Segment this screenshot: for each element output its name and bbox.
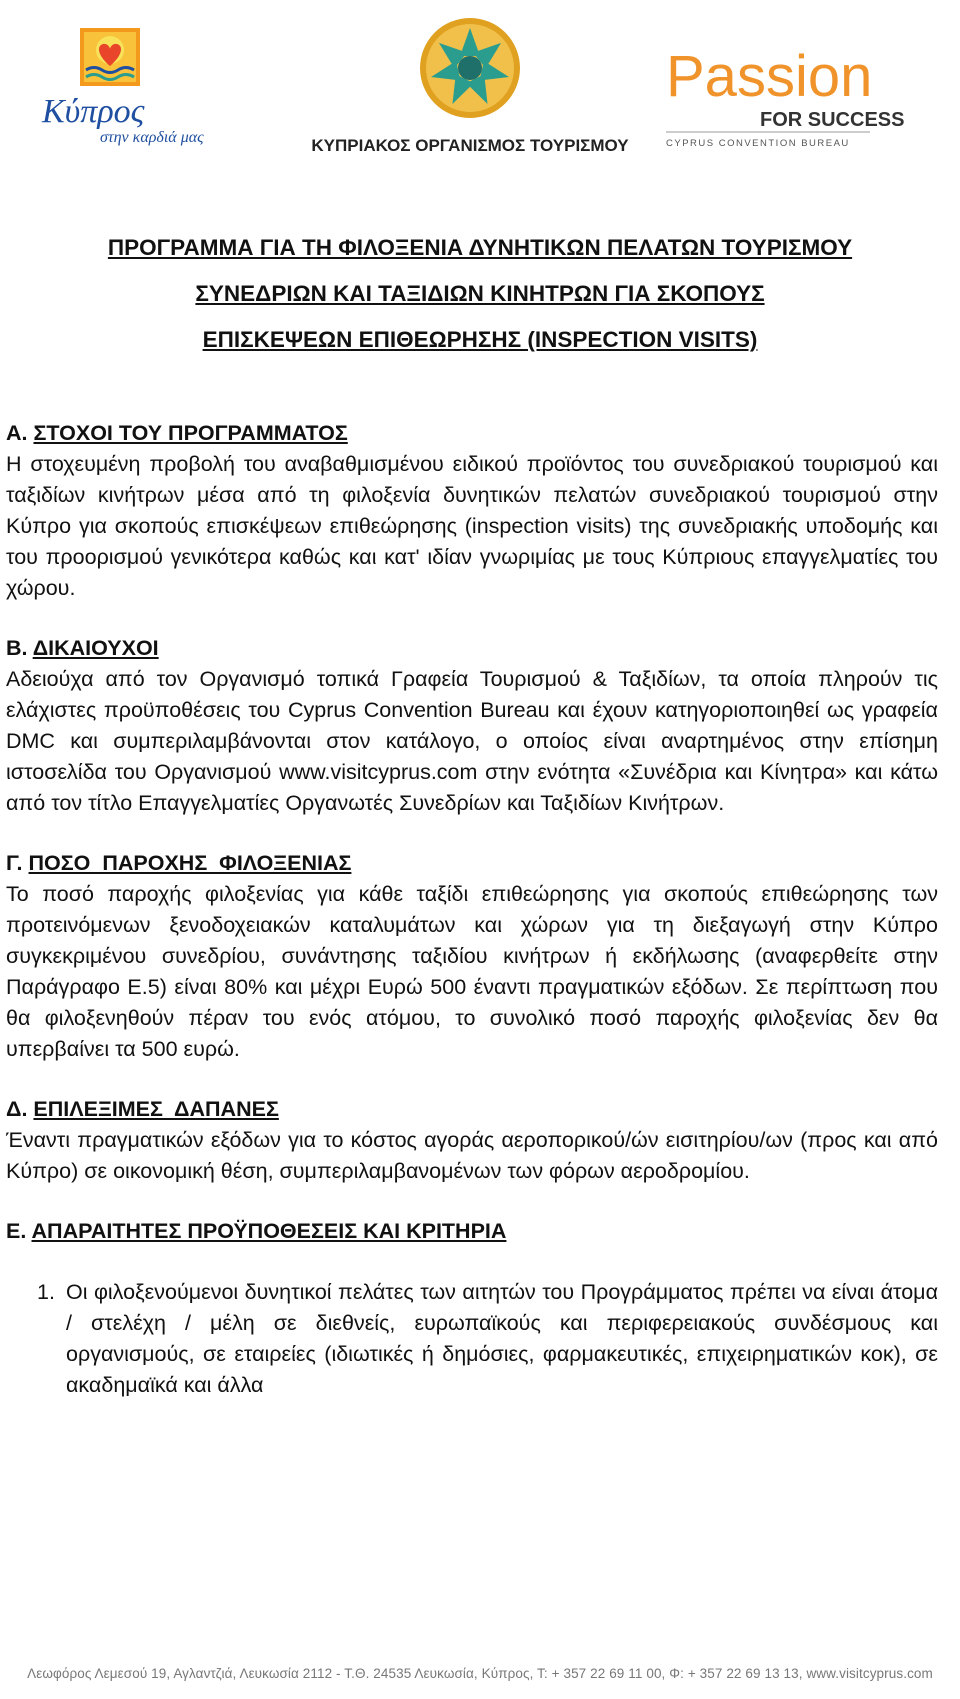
passion-word: Passion <box>666 44 873 109</box>
criteria-list <box>6 1277 938 1401</box>
section-e <box>6 1216 938 1401</box>
for-success-text: FOR SUCCESS <box>760 109 905 131</box>
section-heading <box>6 848 938 879</box>
cyprus-in-your-heart-logo <box>40 22 250 152</box>
section-heading <box>6 1216 938 1247</box>
section-letter: Δ. <box>6 1097 28 1121</box>
passion-for-success-logo <box>660 18 910 158</box>
header-logos <box>0 0 960 170</box>
logo-left-word: Κύπρος <box>42 93 145 130</box>
section-heading <box>6 1094 938 1125</box>
list-item <box>6 1277 938 1401</box>
section-letter: Γ. <box>6 851 23 875</box>
cto-name: ΚΥΠΡΙΑΚΟΣ ΟΡΓΑΝΙΣΜΟΣ ΤΟΥΡΙΣΜΟΥ <box>311 136 629 155</box>
section-text: Έναντι πραγματικών εξόδων για το κόστος αγοράς αεροπορικού/ών εισιτηρίου/ων (προς και από Κύπρο) σε οικονομική θέση, συμπεριλαμβανομένων των φόρων αεροδρομίου. <box>6 1128 938 1183</box>
section-letter: Α. <box>6 421 28 445</box>
list-item-text: Οι φιλοξενούμενοι δυνητικοί πελάτες των αιτητών του Προγράμματος πρέπει να είναι άτομα / στελέχη / μέλη σε διεθνείς, ευρωπαϊκούς και περιφερειακούς συνδέσμους και οργανισμούς, σε εταιρείες (ιδιωτικές ή δημόσιες, φαρμακευτικές, επιχειρηματικών κοκ), σε ακαδημαϊκά και άλλα <box>66 1280 938 1397</box>
document-title <box>0 225 960 363</box>
title-line: ΣΥΝΕΔΡΙΩΝ ΚΑΙ ΤΑΞΙΔΙΩΝ ΚΙΝΗΤΡΩΝ ΓΙΑ ΣΚΟΠΟΥΣ <box>195 281 765 306</box>
section-d <box>6 1094 938 1187</box>
document-body <box>6 418 938 1430</box>
section-c <box>6 848 938 1065</box>
section-title: ΣΤΟΧΟΙ ΤΟΥ ΠΡΟΓΡΑΜΜΑΤΟΣ <box>33 421 348 445</box>
cto-logo <box>300 8 640 168</box>
sun-heart-logo-icon <box>80 28 140 86</box>
cto-star-logo-icon <box>420 18 520 118</box>
section-title: ΕΠΙΛΕΞΙΜΕΣ ΔΑΠΑΝΕΣ <box>33 1097 279 1121</box>
section-b <box>6 633 938 819</box>
title-line: ΕΠΙΣΚΕΨΕΩΝ ΕΠΙΘΕΩΡΗΣΗΣ (INSPECTION VISITS) <box>202 327 758 352</box>
cyprus-convention-bureau-text: CYPRUS CONVENTION BUREAU <box>666 138 850 149</box>
footer-address: Λεωφόρος Λεμεσού 19, Αγλαντζιά, Λευκωσία 2112 - Τ.Θ. 24535 Λευκωσία, Κύπρος, Τ: + 357 22 69 11 00, Φ: + 357 22 69 13 13, www.visitcyprus.com <box>27 1666 933 1681</box>
title-line: ΠΡΟΓΡΑΜΜΑ ΓΙΑ ΤΗ ΦΙΛΟΞΕΝΙΑ ΔΥΝΗΤΙΚΩΝ ΠΕΛΑΤΩΝ ΤΟΥΡΙΣΜΟΥ <box>107 235 853 260</box>
section-letter: Ε. <box>6 1219 27 1243</box>
section-heading <box>6 418 938 449</box>
section-title: ΠΟΣΟ ΠΑΡΟΧΗΣ ΦΙΛΟΞΕΝΙΑΣ <box>28 851 352 875</box>
section-text: Το ποσό παροχής φιλοξενίας για κάθε ταξίδι επιθεώρησης για σκοπούς επιθεώρησης των προτεινόμενων ξενοδοχειακών καταλυμάτων και χώρων για τη διεξαγωγή στην Κύπρο συγκεκριμένου συνεδρίου, συνάντησης ταξιδίου κινήτρων ή εκδήλωσης (αναφερθείτε στην Παράγραφο Ε.5) είναι 80% και μέχρι Ευρώ 500 έναντι πραγματικών εξόδων. Σε περίπτωση που θα φιλοξενηθούν πέραν του ενός ατόμου, το συνολικό ποσό παροχής φιλοξενίας δεν θα υπερβαίνει τα 500 ευρώ. <box>6 882 938 1061</box>
section-a <box>6 418 938 604</box>
section-title: ΔΙΚΑΙΟΥΧΟΙ <box>32 636 159 660</box>
section-heading <box>6 633 938 664</box>
section-text: Αδειούχα από τον Οργανισμό τοπικά Γραφεία Τουρισμού & Ταξιδίων, τα οποία πληρούν τις ελάχιστες προϋποθέσεις του Cyprus Convention Bureau και έχουν κατηγοριοποιηθεί ως γραφεία DMC και συμπεριλαμβάνονται στον κατάλογο, ο οποίος είναι αναρτημένος στην επίσημη ιστοσελίδα του Οργανισμού www.visitcyprus.com στην ενότητα «Συνέδρια και Κίνητρα» και κάτω από τον τίτλο Επαγγελματίες Οργανωτές Συνεδρίων και Ταξιδίων Κινήτρων. <box>6 667 938 815</box>
logo-left-tagline: στην καρδιά μας <box>100 129 204 146</box>
list-item-number: 1. <box>37 1280 55 1304</box>
section-title: ΑΠΑΡΑΙΤΗΤΕΣ ΠΡΟΫΠΟΘΕΣΕΙΣ ΚΑΙ ΚΡΙΤΗΡΙΑ <box>31 1219 507 1243</box>
section-letter: Β. <box>6 636 28 660</box>
section-text: Η στοχευμένη προβολή του αναβαθμισμένου ειδικού προϊόντος του συνεδριακού τουρισμού και ταξιδίων κινήτρων μέσα από τη φιλοξενία δυνητικών πελατών συνεδριακού τουρισμού στην Κύπρο για σκοπούς επισκέψεων επιθεώρησης (inspection visits) της συνεδριακής υποδομής και του προορισμού γενικότερα καθώς και κατ' ιδίαν γνωριμίας με τους Κύπριους επαγγελματίες του χώρου. <box>6 452 938 600</box>
